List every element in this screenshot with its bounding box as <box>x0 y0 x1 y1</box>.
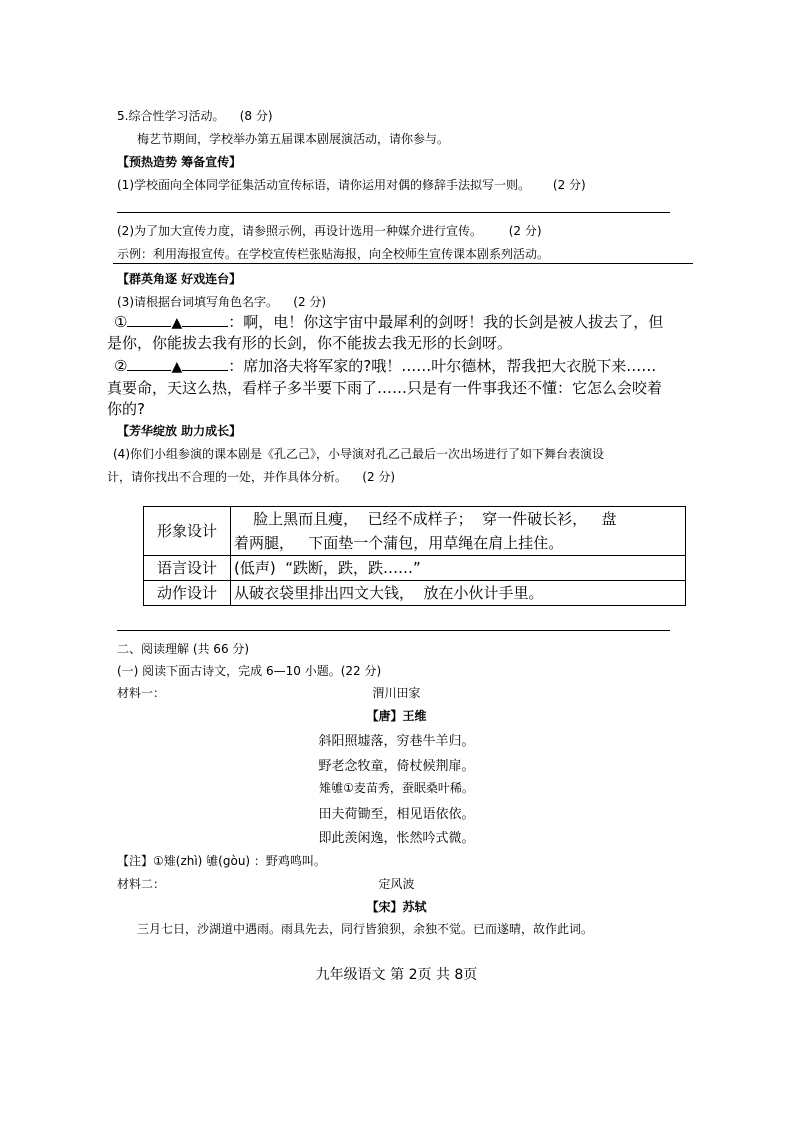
poem-1-note: 【注】①雉(zhì) 雊(gòu) ：野鸡鸣叫。 <box>117 854 326 868</box>
poem-1-line: 斜阳照墟落，穷巷牛羊归。 <box>318 734 475 749</box>
q3-text: (3)请根据台词填写角色名字。 (2 分) <box>117 295 327 309</box>
row-value: 从破衣袋里排出四文大钱， 放在小伙计手里。 <box>231 581 686 606</box>
q4-text-a: (4)你们小组参演的课本剧是《孔乙己》，小导演对孔乙己最后一次出场进行了如下舞台表演设 <box>113 447 605 461</box>
table-row <box>144 581 686 606</box>
row-label: 形象设计 <box>144 507 231 556</box>
poem-2-preface: 三月七日，沙湖道中遇雨。雨具先去，同行皆狼狈，余独不觉。已而遂晴，故作此词。 <box>137 922 594 936</box>
table-row <box>144 507 686 556</box>
poem-1-line: 野老念牧童，倚杖候荆扉。 <box>318 759 475 774</box>
poem-2-author: 【宋】苏轼 <box>366 900 427 914</box>
dialogue-2-line-a: ② ▲ ：席加洛夫将军家的?哦！……叶尔德林，帮我把大衣脱下来…… <box>114 357 657 375</box>
material-2-label: 材料二： <box>117 877 166 891</box>
q5-intro: 梅艺节期间，学校举办第五届课本剧展演活动，请你参与。 <box>137 132 450 146</box>
material-1-label: 材料一： <box>117 686 166 700</box>
page-footer: 九年级语文 第 2页 共 8页 <box>315 967 478 983</box>
answer-blank-1[interactable] <box>127 326 171 327</box>
answer-blank-2[interactable] <box>127 370 171 371</box>
example-text: 示例：利用海报宣传。在学校宣传栏张贴海报，向全校师生宣传课本剧系列活动。 <box>117 247 550 261</box>
q1-text: (1)学校面向全体同学征集活动宣传标语，请你运用对偶的修辞手法拟写一则。 (2 分) <box>117 178 586 192</box>
section-heading-1: 【预热造势 筹备宣传】 <box>117 155 242 169</box>
answer-line-1 <box>117 212 670 213</box>
q4-text-b: 计，请你找出不合理的一处，并作具体分析。 (2 分) <box>107 470 396 484</box>
part2-heading: 二、阅读理解 (共 66 分) <box>117 642 250 656</box>
poem-1-line: 即此羡闲逸，怅然吟式微。 <box>318 831 475 846</box>
triangle-marker-icon: ▲ <box>171 359 183 375</box>
dialogue-2-line-b: 真要命，天这么热，看样子多半要下雨了……只是有一件事我还不懂：它怎么会咬着 <box>107 379 663 397</box>
poem-1-author: 【唐】王维 <box>366 709 427 723</box>
dialogue-1-line-b: 是你，你能拔去我有形的长剑，你不能拔去我无形的长剑呀。 <box>107 334 513 352</box>
row-label: 语言设计 <box>144 556 231 581</box>
triangle-marker-icon: ▲ <box>171 315 183 331</box>
row-value: (低声) “跌断，跌，跌……” <box>231 556 686 581</box>
poem-1-line: 雉雊①麦苗秀，蚕眠桑叶稀。 <box>319 781 474 795</box>
section-heading-3: 【芳华绽放 助力成长】 <box>117 424 242 438</box>
poem-1-line: 田夫荷锄至，相见语依依。 <box>318 807 475 822</box>
row-value: 脸上黑而且瘦， 已经不成样子； 穿一件破长衫， 盘 着两腿， 下面垫一个蒲包，用草绳在肩上挂住。 <box>231 507 686 556</box>
dialogue-2-line-c: 你的? <box>107 400 145 418</box>
poem-1-title: 渭川田家 <box>372 686 421 700</box>
answer-line-3 <box>117 630 670 631</box>
row-label: 动作设计 <box>144 581 231 606</box>
table-row <box>144 556 686 581</box>
dialogue-1-line-a: ① ▲ ：啊，电！你这宇宙中最犀利的剑呀！我的长剑是被人拔去了，但 <box>114 313 664 331</box>
q5-title: 5.综合性学习活动。 (8 分) <box>117 109 273 123</box>
performance-design-table <box>143 506 686 606</box>
poem-2-title: 定风波 <box>378 877 415 891</box>
part2-sub1: (一) 阅读下面古诗文，完成 6—10 小题。(22 分) <box>117 664 382 678</box>
answer-line-2 <box>113 263 693 264</box>
section-heading-2: 【群英角逐 好戏连台】 <box>117 272 242 286</box>
q2-text: (2)为了加大宣传力度，请参照示例，再设计选用一种媒介进行宣传。 (2 分) <box>117 224 542 238</box>
